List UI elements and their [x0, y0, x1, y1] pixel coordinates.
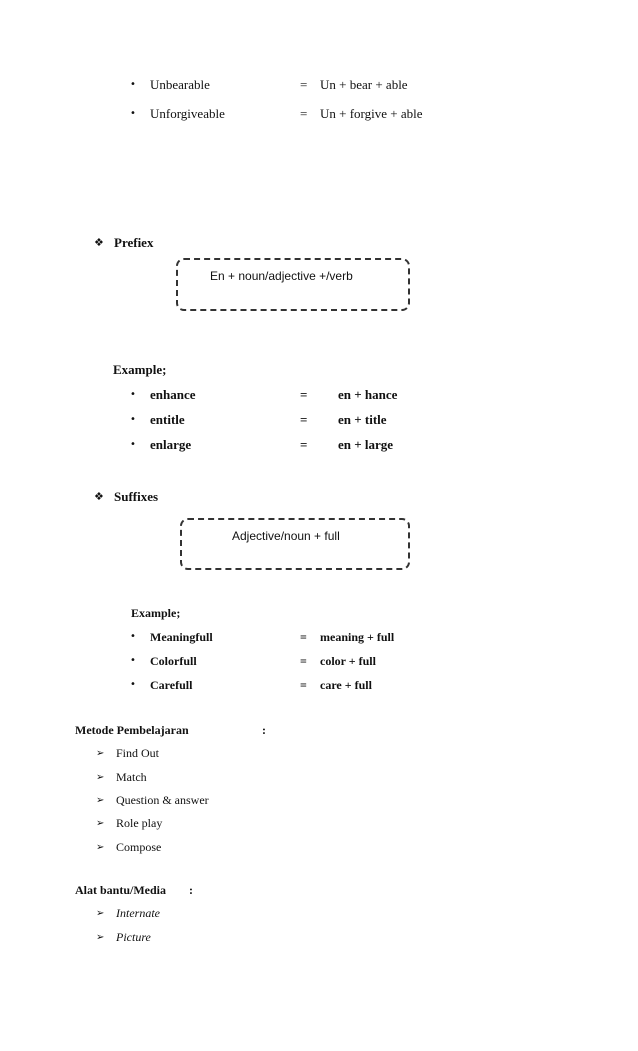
word: Unbearable — [150, 77, 210, 92]
bullet-icon: • — [130, 414, 136, 425]
equals-sign: = — [300, 412, 308, 427]
diamond-bullet-icon: ❖ — [94, 236, 104, 249]
alat-label: Alat bantu/Media — [75, 883, 167, 897]
prefix-formula-box — [176, 258, 410, 311]
arrow-bullet-icon: ➢ — [96, 795, 105, 806]
formula: Un + forgive + able — [320, 106, 423, 121]
equals-sign: = — [300, 437, 308, 452]
word: enhance — [150, 387, 196, 402]
formula: en + large — [338, 437, 394, 452]
example-label: Example; — [113, 362, 167, 377]
formula: en + title — [338, 412, 387, 427]
equals-sign: = — [300, 387, 308, 402]
formula: Un + bear + able — [320, 77, 408, 92]
bullet-icon: • — [130, 631, 136, 642]
bullet-icon: • — [130, 108, 136, 119]
list-item: Picture — [116, 930, 151, 944]
bullet-icon: • — [130, 389, 136, 400]
arrow-bullet-icon: ➢ — [96, 908, 105, 919]
bullet-icon: • — [130, 439, 136, 450]
arrow-bullet-icon: ➢ — [96, 772, 105, 783]
arrow-bullet-icon: ➢ — [96, 818, 105, 829]
word: Carefull — [150, 678, 193, 692]
formula: care + full — [320, 678, 372, 692]
list-item: Role play — [116, 816, 163, 830]
bullet-icon: • — [130, 79, 136, 90]
list-item: Question & answer — [116, 793, 209, 807]
example-label: Example; — [131, 606, 181, 620]
suffix-formula-box — [180, 518, 410, 570]
metode-label: Metode Pembelajaran — [75, 723, 189, 737]
section-heading-prefix: Prefiex — [114, 235, 154, 250]
diamond-bullet-icon: ❖ — [94, 490, 104, 503]
suffix-formula: Adjective/noun + full — [232, 529, 340, 543]
alat-colon: : — [189, 883, 193, 897]
word: Unforgiveable — [150, 106, 225, 121]
arrow-bullet-icon: ➢ — [96, 932, 105, 943]
word: Meaningfull — [150, 630, 213, 644]
bullet-icon: • — [130, 679, 136, 690]
list-item: Internate — [116, 906, 160, 920]
arrow-bullet-icon: ➢ — [96, 842, 105, 853]
list-item: Compose — [116, 840, 162, 854]
equals-sign: = — [300, 630, 307, 644]
list-item: Find Out — [116, 746, 160, 760]
equals-sign: = — [300, 654, 307, 668]
equals-sign: = — [300, 77, 308, 92]
formula: color + full — [320, 654, 376, 668]
word: entitle — [150, 412, 185, 427]
equals-sign: = — [300, 106, 308, 121]
section-heading-suffix: Suffixes — [114, 489, 159, 504]
word: enlarge — [150, 437, 192, 452]
bullet-icon: • — [130, 655, 136, 666]
formula: meaning + full — [320, 630, 395, 644]
equals-sign: = — [300, 678, 307, 692]
arrow-bullet-icon: ➢ — [96, 748, 105, 759]
word: Colorfull — [150, 654, 197, 668]
formula: en + hance — [338, 387, 398, 402]
list-item: Match — [116, 770, 147, 784]
prefix-formula: En + noun/adjective +/verb — [210, 269, 353, 283]
metode-colon: : — [262, 723, 266, 737]
